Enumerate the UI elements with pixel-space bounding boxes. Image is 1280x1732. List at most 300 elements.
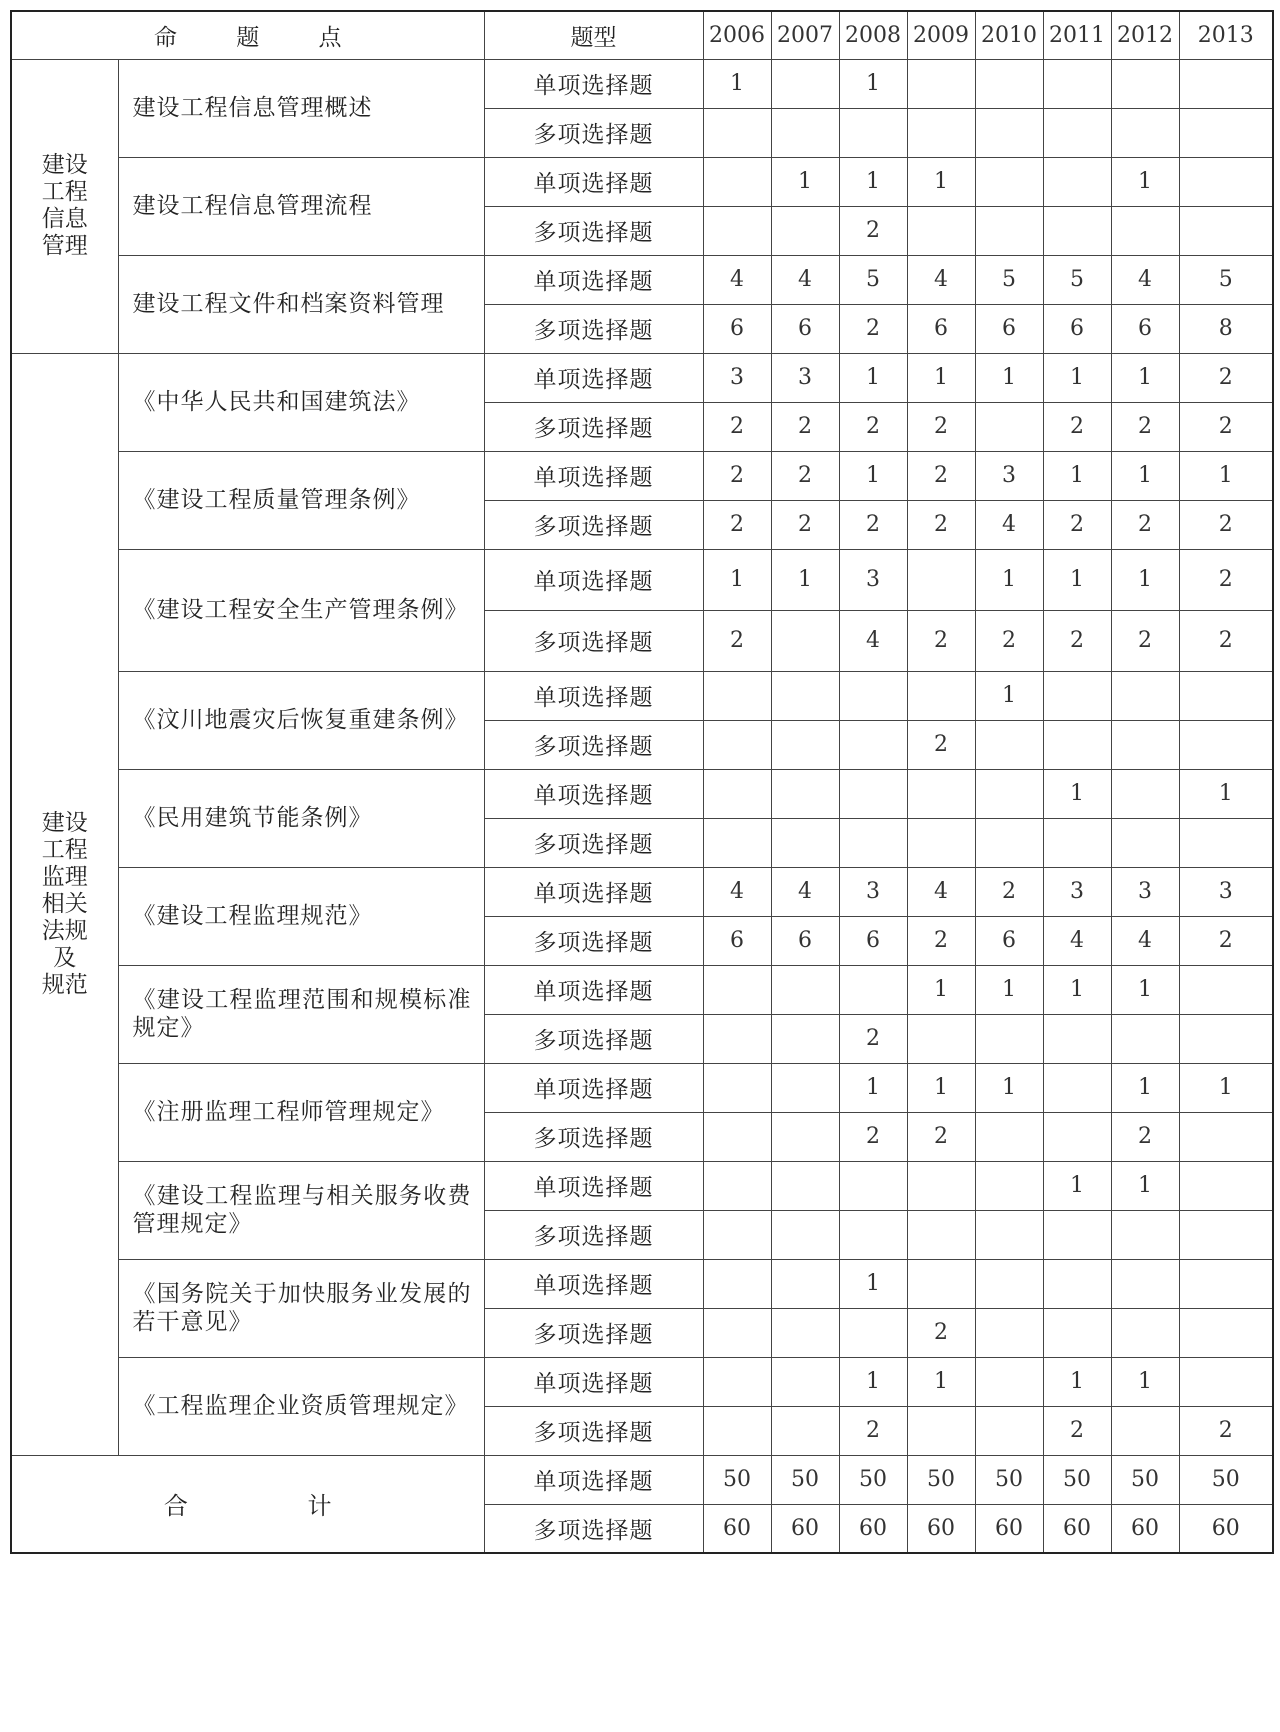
count-cell: 2 [907,402,975,451]
count-cell [839,769,907,818]
question-type-cell: 单项选择题 [484,1161,703,1210]
question-type-cell: 多项选择题 [484,1406,703,1455]
count-cell: 4 [703,867,771,916]
count-cell [771,1063,839,1112]
count-cell [703,1406,771,1455]
count-cell [771,59,839,108]
count-cell [1179,206,1273,255]
count-cell: 1 [1043,965,1111,1014]
count-cell [703,1112,771,1161]
count-cell: 1 [839,451,907,500]
count-cell: 2 [1179,1406,1273,1455]
count-cell [1111,1406,1179,1455]
count-cell [771,965,839,1014]
count-cell: 4 [975,500,1043,549]
count-cell: 1 [1043,549,1111,610]
count-cell [1179,1308,1273,1357]
count-cell: 4 [703,255,771,304]
count-cell: 2 [839,402,907,451]
question-type-cell: 多项选择题 [484,610,703,671]
total-count-cell: 60 [1179,1504,1273,1553]
table-row [11,1259,1273,1308]
count-cell [975,206,1043,255]
count-cell: 2 [907,1308,975,1357]
question-type-cell: 单项选择题 [484,255,703,304]
count-cell: 2 [1179,353,1273,402]
count-cell: 2 [1111,610,1179,671]
count-cell [771,1112,839,1161]
count-cell: 6 [975,304,1043,353]
question-type-cell: 多项选择题 [484,304,703,353]
count-cell [907,1210,975,1259]
count-cell: 2 [771,402,839,451]
count-cell [975,1406,1043,1455]
count-cell: 3 [771,353,839,402]
count-cell: 1 [839,1357,907,1406]
count-cell [839,720,907,769]
table-row [11,965,1273,1014]
count-cell [907,769,975,818]
header-year: 2007 [771,11,839,59]
count-cell [975,818,1043,867]
count-cell [907,818,975,867]
question-type-cell: 多项选择题 [484,1112,703,1161]
count-cell [975,720,1043,769]
count-cell [907,1259,975,1308]
count-cell: 1 [1043,353,1111,402]
total-count-cell: 50 [1111,1455,1179,1504]
count-cell: 1 [771,157,839,206]
count-cell [771,818,839,867]
count-cell: 1 [1179,451,1273,500]
question-type-cell: 单项选择题 [484,451,703,500]
count-cell: 6 [907,304,975,353]
count-cell: 1 [975,353,1043,402]
count-cell [839,1210,907,1259]
count-cell: 2 [771,500,839,549]
topic-cell: 《工程监理企业资质管理规定》 [118,1357,484,1455]
count-cell: 4 [907,867,975,916]
count-cell [771,1308,839,1357]
count-cell: 4 [771,867,839,916]
question-type-cell: 单项选择题 [484,1259,703,1308]
count-cell: 1 [771,549,839,610]
count-cell [1043,818,1111,867]
count-cell [1111,1014,1179,1063]
count-cell: 2 [703,451,771,500]
count-cell [771,1406,839,1455]
header-year: 2012 [1111,11,1179,59]
total-count-cell: 60 [1043,1504,1111,1553]
count-cell [839,965,907,1014]
count-cell [1043,206,1111,255]
count-cell [1043,1063,1111,1112]
category-cell [11,353,118,1455]
question-type-cell: 多项选择题 [484,1014,703,1063]
count-cell [1043,1308,1111,1357]
count-cell: 2 [975,867,1043,916]
table-row [11,769,1273,818]
count-cell [1043,59,1111,108]
topic-cell: 《建设工程质量管理条例》 [118,451,484,549]
count-cell [1179,157,1273,206]
total-count-cell: 50 [907,1455,975,1504]
count-cell: 4 [907,255,975,304]
count-cell [771,769,839,818]
count-cell: 1 [1111,1063,1179,1112]
count-cell: 1 [839,157,907,206]
count-cell [839,818,907,867]
count-cell: 1 [1111,549,1179,610]
count-cell [1179,1112,1273,1161]
table-row [11,59,1273,108]
question-type-cell: 多项选择题 [484,206,703,255]
topic-cell: 《注册监理工程师管理规定》 [118,1063,484,1161]
count-cell: 1 [975,671,1043,720]
count-cell: 6 [703,304,771,353]
count-cell: 6 [839,916,907,965]
total-row [11,1455,1273,1504]
count-cell [703,1210,771,1259]
count-cell: 2 [839,206,907,255]
count-cell: 2 [907,916,975,965]
count-cell [839,671,907,720]
topic-cell: 《国务院关于加快服务业发展的若干意见》 [118,1259,484,1357]
count-cell: 2 [1111,402,1179,451]
count-cell: 1 [1111,1357,1179,1406]
total-count-cell: 50 [839,1455,907,1504]
count-cell [703,206,771,255]
count-cell: 2 [1179,916,1273,965]
count-cell [771,1210,839,1259]
category-cell [11,59,118,353]
count-cell [1043,720,1111,769]
header-year: 2013 [1179,11,1273,59]
topic-cell: 《汶川地震灾后恢复重建条例》 [118,671,484,769]
count-cell [771,1161,839,1210]
category-line: 工程 [41,836,88,863]
table-row [11,353,1273,402]
count-cell [975,1357,1043,1406]
count-cell: 2 [703,610,771,671]
count-cell: 1 [975,1063,1043,1112]
question-type-cell: 单项选择题 [484,549,703,610]
count-cell: 2 [839,304,907,353]
header-year: 2011 [1043,11,1111,59]
count-cell: 3 [1043,867,1111,916]
count-cell [1111,818,1179,867]
count-cell: 5 [975,255,1043,304]
total-count-cell: 60 [703,1504,771,1553]
header-year: 2010 [975,11,1043,59]
count-cell: 2 [975,610,1043,671]
count-cell [1179,671,1273,720]
count-cell: 1 [703,549,771,610]
question-type-cell: 多项选择题 [484,1504,703,1553]
count-cell [703,818,771,867]
category-line: 相关 [41,890,88,917]
count-cell [907,206,975,255]
count-cell: 1 [907,1357,975,1406]
count-cell: 2 [1179,549,1273,610]
count-cell: 6 [1043,304,1111,353]
total-count-cell: 50 [1179,1455,1273,1504]
count-cell [703,108,771,157]
category-line: 工程 [41,179,88,205]
count-cell: 1 [1111,451,1179,500]
count-cell: 2 [839,1014,907,1063]
count-cell [771,206,839,255]
count-cell [703,965,771,1014]
count-cell [1179,1259,1273,1308]
count-cell [1179,818,1273,867]
table-row [11,1063,1273,1112]
header-topic: 命 题 点 [11,11,484,59]
count-cell: 2 [839,1406,907,1455]
exam-statistics-table [10,10,1274,1554]
total-count-cell: 60 [907,1504,975,1553]
count-cell [703,157,771,206]
count-cell: 5 [839,255,907,304]
count-cell: 1 [1043,1357,1111,1406]
topic-cell: 《民用建筑节能条例》 [118,769,484,867]
count-cell: 1 [1111,1161,1179,1210]
count-cell [771,720,839,769]
count-cell [1043,1210,1111,1259]
count-cell: 1 [839,59,907,108]
count-cell [975,108,1043,157]
count-cell: 6 [771,916,839,965]
table-row [11,549,1273,610]
count-cell: 2 [1179,610,1273,671]
question-type-cell: 单项选择题 [484,59,703,108]
header-year: 2008 [839,11,907,59]
count-cell: 6 [771,304,839,353]
count-cell: 6 [1111,304,1179,353]
count-cell [1179,720,1273,769]
count-cell [703,1014,771,1063]
question-type-cell: 多项选择题 [484,402,703,451]
table-body [11,11,1273,1553]
count-cell: 3 [1179,867,1273,916]
count-cell [1179,1014,1273,1063]
count-cell [907,1014,975,1063]
count-cell [975,157,1043,206]
count-cell [703,671,771,720]
header-year: 2009 [907,11,975,59]
count-cell: 8 [1179,304,1273,353]
category-line: 法规 [41,917,88,944]
count-cell [907,549,975,610]
count-cell: 4 [771,255,839,304]
category-line: 规范 [41,971,88,998]
total-count-cell: 50 [771,1455,839,1504]
count-cell [975,402,1043,451]
count-cell [1179,59,1273,108]
header-year: 2006 [703,11,771,59]
total-count-cell: 60 [771,1504,839,1553]
count-cell: 5 [1043,255,1111,304]
count-cell: 1 [703,59,771,108]
question-type-cell: 多项选择题 [484,500,703,549]
count-cell: 1 [1179,1063,1273,1112]
category-line: 及 [53,944,77,971]
count-cell [1111,671,1179,720]
count-cell: 1 [839,1259,907,1308]
count-cell [1111,769,1179,818]
count-cell [975,1014,1043,1063]
count-cell [771,1259,839,1308]
count-cell: 4 [1043,916,1111,965]
count-cell [1111,1308,1179,1357]
header-row [11,11,1273,59]
question-type-cell: 多项选择题 [484,818,703,867]
count-cell: 3 [839,549,907,610]
count-cell [703,720,771,769]
count-cell [1043,157,1111,206]
count-cell: 2 [1043,500,1111,549]
count-cell: 3 [1111,867,1179,916]
count-cell [907,1406,975,1455]
question-type-cell: 单项选择题 [484,965,703,1014]
total-count-cell: 50 [703,1455,771,1504]
question-type-cell: 单项选择题 [484,867,703,916]
count-cell [771,108,839,157]
count-cell: 4 [839,610,907,671]
count-cell [1179,1357,1273,1406]
count-cell [1179,1161,1273,1210]
count-cell: 1 [1043,1161,1111,1210]
count-cell [907,1161,975,1210]
question-type-cell: 单项选择题 [484,1455,703,1504]
count-cell [1111,206,1179,255]
count-cell [771,610,839,671]
total-label: 合 计 [11,1455,484,1553]
topic-cell: 《建设工程安全生产管理条例》 [118,549,484,671]
table-row [11,867,1273,916]
category-line: 管理 [41,233,88,259]
count-cell: 1 [1179,769,1273,818]
topic-cell: 建设工程文件和档案资料管理 [118,255,484,353]
count-cell: 1 [907,965,975,1014]
category-line: 信息 [41,206,88,232]
count-cell: 2 [1111,500,1179,549]
count-cell: 1 [975,549,1043,610]
count-cell [975,1210,1043,1259]
count-cell [1111,1210,1179,1259]
question-type-cell: 单项选择题 [484,353,703,402]
count-cell: 2 [703,402,771,451]
count-cell: 1 [1111,965,1179,1014]
table-row [11,1161,1273,1210]
table-row [11,1357,1273,1406]
count-cell: 2 [1043,402,1111,451]
count-cell [703,1161,771,1210]
count-cell [703,1357,771,1406]
count-cell: 1 [1111,353,1179,402]
count-cell: 1 [839,353,907,402]
count-cell: 1 [839,1063,907,1112]
count-cell: 1 [975,965,1043,1014]
count-cell [1043,108,1111,157]
count-cell [1111,720,1179,769]
count-cell: 6 [703,916,771,965]
count-cell [1043,1014,1111,1063]
count-cell [703,769,771,818]
total-count-cell: 60 [975,1504,1043,1553]
question-type-cell: 单项选择题 [484,157,703,206]
count-cell: 2 [907,451,975,500]
count-cell: 1 [1043,451,1111,500]
total-count-cell: 60 [839,1504,907,1553]
topic-cell: 《建设工程监理规范》 [118,867,484,965]
total-count-cell: 60 [1111,1504,1179,1553]
count-cell: 2 [839,500,907,549]
question-type-cell: 单项选择题 [484,671,703,720]
count-cell [1179,108,1273,157]
count-cell [1179,965,1273,1014]
question-type-cell: 单项选择题 [484,769,703,818]
count-cell: 2 [703,500,771,549]
count-cell [839,108,907,157]
count-cell: 2 [907,720,975,769]
count-cell: 4 [1111,916,1179,965]
topic-cell: 《建设工程监理与相关服务收费管理规定》 [118,1161,484,1259]
category-line: 监理 [41,863,88,890]
question-type-cell: 单项选择题 [484,1357,703,1406]
count-cell [839,1308,907,1357]
count-cell: 2 [907,500,975,549]
count-cell: 2 [907,610,975,671]
count-cell [771,671,839,720]
count-cell: 1 [1111,157,1179,206]
count-cell [975,1308,1043,1357]
question-type-cell: 多项选择题 [484,1308,703,1357]
count-cell [975,1161,1043,1210]
question-type-cell: 多项选择题 [484,720,703,769]
topic-cell: 建设工程信息管理概述 [118,59,484,157]
count-cell: 1 [907,157,975,206]
count-cell [771,1357,839,1406]
count-cell: 6 [975,916,1043,965]
count-cell [771,1014,839,1063]
question-type-cell: 多项选择题 [484,1210,703,1259]
count-cell [975,59,1043,108]
count-cell [975,1112,1043,1161]
table-row [11,451,1273,500]
count-cell: 2 [839,1112,907,1161]
question-type-cell: 多项选择题 [484,108,703,157]
count-cell: 2 [907,1112,975,1161]
count-cell [839,1161,907,1210]
table-row [11,255,1273,304]
total-count-cell: 50 [1043,1455,1111,1504]
count-cell [907,671,975,720]
topic-cell: 《建设工程监理范围和规模标准规定》 [118,965,484,1063]
count-cell: 1 [907,353,975,402]
category-line: 建设 [41,152,88,178]
count-cell [703,1259,771,1308]
topic-cell: 建设工程信息管理流程 [118,157,484,255]
count-cell [975,1259,1043,1308]
count-cell [1111,108,1179,157]
count-cell [907,59,975,108]
count-cell: 1 [907,1063,975,1112]
header-type: 题型 [484,11,703,59]
count-cell: 2 [1179,500,1273,549]
question-type-cell: 多项选择题 [484,916,703,965]
count-cell: 2 [1043,1406,1111,1455]
